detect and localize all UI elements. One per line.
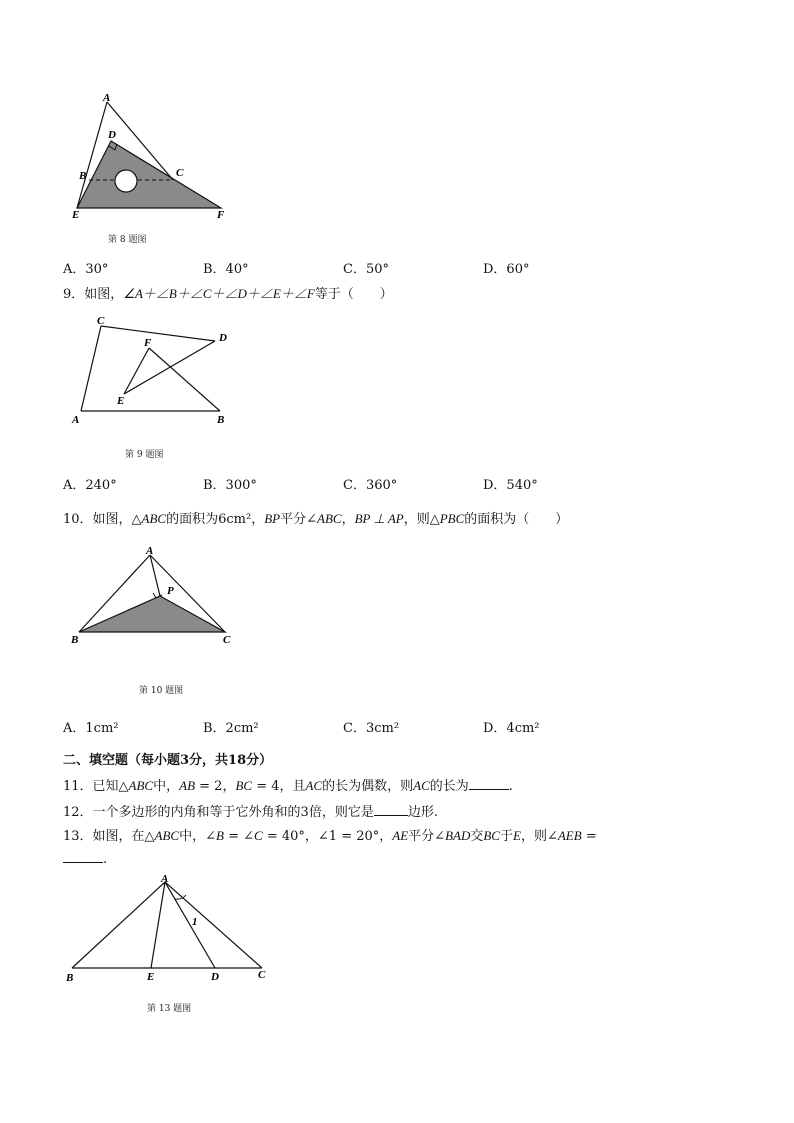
q9-option-a: A．240° [63,478,117,493]
fig13-label-E: E [147,971,155,983]
q8-option-a: A．30° [63,262,109,277]
q13-stem-line2: . [63,850,107,867]
figure-9 [65,312,240,432]
fig8-caption: 第 8 题图 [108,235,147,245]
q10-option-c: C．3cm² [343,721,400,736]
fig10-caption: 第 10 题图 [139,686,184,696]
fig8-label-C: C [176,167,184,179]
figure-8 [65,92,235,222]
fig9-label-B: B [217,414,225,426]
fig9-label-F: F [144,337,152,349]
fig10-label-C: C [223,634,231,646]
fig8-label-D: D [108,129,116,141]
figure-10 [65,543,245,648]
fig10-label-P: P [167,585,174,597]
fig9-label-C: C [97,315,105,327]
fig8-label-E: E [72,209,80,221]
q11-answer-blank[interactable] [469,777,509,790]
q13-stem: 13．如图，在△ABC中，∠B = ∠C = 40°，∠1 = 20°，AE平分∠BAD交BC于E，则∠AEB = [63,828,597,844]
figure-13 [60,872,275,987]
fig13-label-D: D [211,971,219,983]
q8-option-d: D．60° [483,262,530,277]
q9-option-d: D．540° [483,478,538,493]
q10-option-b: B．2cm² [203,721,259,736]
fig13-label-C: C [258,969,266,981]
q10-option-a: A．1cm² [63,721,119,736]
q9-option-c: C．360° [343,478,398,493]
fig10-label-A: A [146,545,154,557]
fig9-label-A: A [72,414,80,426]
fig8-label-F: F [217,209,225,221]
fig13-label-B: B [66,972,74,984]
q8-option-b: B．40° [203,262,249,277]
fig8-label-A: A [103,92,111,104]
fig13-label-1: 1 [192,916,198,928]
q12-stem: 12．一个多边形的内角和等于它外角和的3倍，则它是 边形. [63,805,438,820]
fig9-label-D: D [219,332,227,344]
fig8-label-B: B [79,170,87,182]
q11-stem: 11．已知△ABC中，AB = 2，BC = 4，且AC的长为偶数，则AC的长为 . [63,778,513,794]
fig13-label-A: A [161,873,169,885]
fig10-label-B: B [71,634,79,646]
section-title: 二、填空题（每小题3分，共18分） [63,753,273,768]
q8-option-c: C．50° [343,262,389,277]
q10-option-d: D．4cm² [483,721,540,736]
q10-stem: 10．如图，△ABC的面积为6cm²，BP平分∠ABC，BP ⊥ AP，则△PBC的面积为（ ） [63,511,569,527]
q12-answer-blank[interactable] [374,803,408,816]
q9-option-b: B．300° [203,478,257,493]
fig9-caption: 第 9 题图 [125,450,164,460]
fig9-label-E: E [117,395,125,407]
q9-stem: 9．如图，∠A＋∠B＋∠C＋∠D＋∠E＋∠F等于（ ） [63,286,393,302]
fig13-caption: 第 13 题图 [147,1004,192,1014]
q13-answer-blank[interactable] [63,850,103,863]
